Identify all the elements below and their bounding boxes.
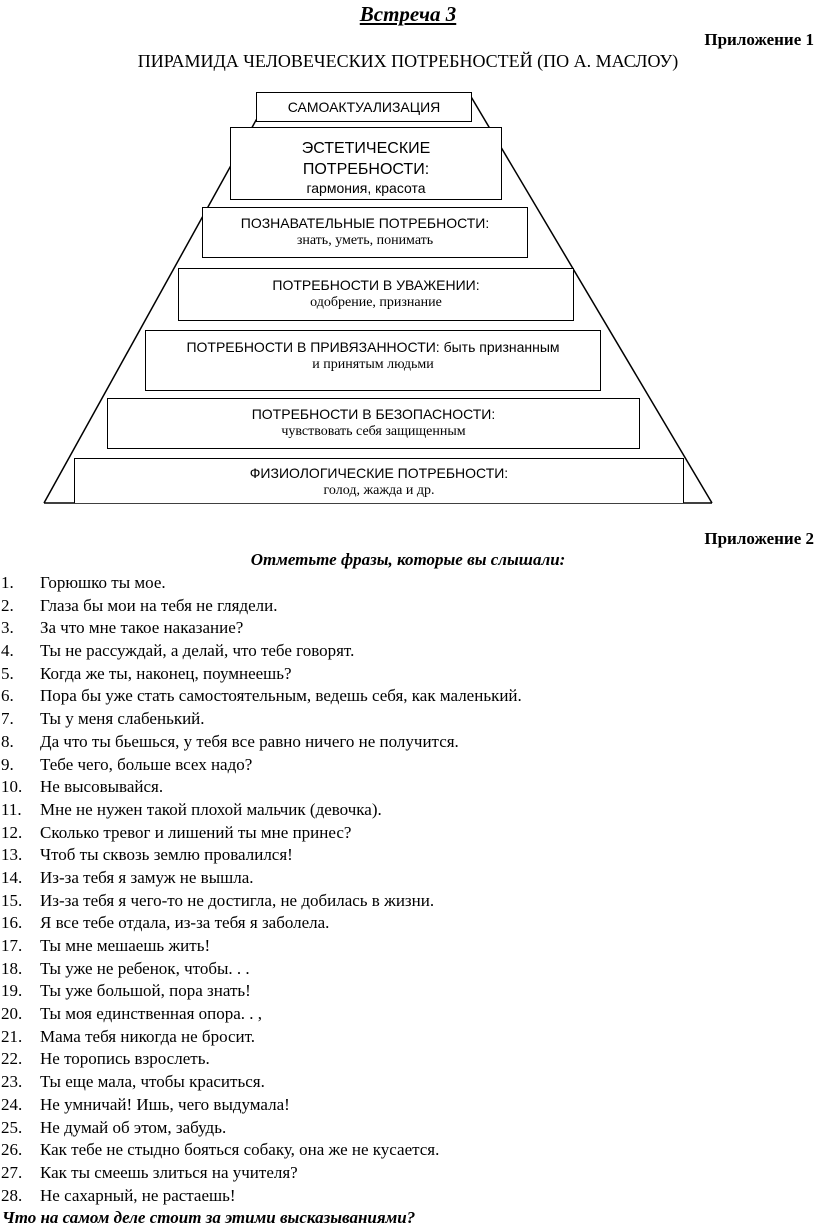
list-item-number: 10. bbox=[1, 777, 23, 797]
list-item-number: 20. bbox=[1, 1004, 23, 1024]
list-item-text: Горюшко ты мое. bbox=[40, 573, 166, 592]
pyramid-level-belonging bbox=[145, 330, 601, 391]
list-item-text: Да что ты бьешься, у тебя все равно ничего не получится. bbox=[40, 731, 459, 751]
pyramid-level-physiological bbox=[74, 458, 684, 503]
level-title: ПОТРЕБНОСТИ В УВАЖЕНИИ: bbox=[272, 277, 480, 293]
list-item-number: 2. bbox=[1, 595, 14, 615]
list-item-text: Не торопись взрослеть. bbox=[40, 1049, 210, 1069]
list-item-number: 27. bbox=[1, 1162, 23, 1182]
list-item-text: Когда же ты, наконец, поумнеешь? bbox=[40, 663, 292, 683]
list-item-number: 22. bbox=[1, 1049, 23, 1069]
list-item-number: 3. bbox=[1, 618, 14, 638]
appendix-2-label: Приложение 2 bbox=[704, 529, 814, 548]
list-item-number: 8. bbox=[1, 731, 14, 751]
page-title: Встреча 3 bbox=[359, 2, 457, 26]
list-item-number: 28. bbox=[1, 1185, 23, 1205]
list-item-text: Мне не нужен такой плохой мальчик (девочка). bbox=[40, 799, 382, 819]
level-subtitle: знать, уметь, понимать bbox=[296, 233, 434, 248]
list-item-number: 9. bbox=[1, 754, 14, 774]
list-item-number: 13. bbox=[1, 845, 23, 865]
list-heading: Отметьте фразы, которые вы слышали: bbox=[250, 550, 566, 569]
list-item-text: Как тебе не стыдно бояться собаку, она же не кусается. bbox=[40, 1140, 440, 1160]
list-item-text: Пора бы уже стать самостоятельным, ведешь себя, как маленький. bbox=[40, 686, 522, 706]
level-title: САМОАКТУАЛИЗАЦИЯ bbox=[287, 99, 441, 115]
list-item-text: Я все тебе отдала, из-за тебя я заболела. bbox=[40, 913, 330, 933]
list-item-text: Не думай об этом, забудь. bbox=[40, 1117, 227, 1137]
list-item-number: 18. bbox=[1, 958, 23, 978]
pyramid-level-safety bbox=[107, 398, 640, 449]
list-item-text: Тебе чего, больше всех надо? bbox=[40, 754, 253, 774]
level-title: ПОТРЕБНОСТИ В БЕЗОПАСНОСТИ: bbox=[251, 406, 496, 422]
list-item-text: Мама тебя никогда не бросит. bbox=[40, 1026, 256, 1046]
list-item-text: Не умничай! Ишь, чего выдумала! bbox=[40, 1094, 290, 1114]
pyramid-heading: ПИРАМИДА ЧЕЛОВЕЧЕСКИХ ПОТРЕБНОСТЕЙ (ПО А. МАСЛОУ) bbox=[137, 51, 679, 71]
level-subtitle: гармония, красота bbox=[306, 180, 426, 196]
list-item-number: 16. bbox=[1, 913, 23, 933]
list-item-text: Глаза бы мои на тебя не глядели. bbox=[40, 595, 278, 615]
list-item-text: Ты еще мала, чтобы краситься. bbox=[40, 1072, 265, 1092]
list-item-number: 11. bbox=[1, 799, 22, 819]
list-item-text: Не сахарный, не растаешь! bbox=[40, 1185, 236, 1205]
list-item-number: 23. bbox=[1, 1072, 23, 1092]
list-item-text: Ты моя единственная опора. . , bbox=[40, 1004, 263, 1024]
level-subtitle: одобрение, признание bbox=[310, 295, 442, 310]
list-item-text: Сколько тревог и лишений ты мне принес? bbox=[40, 822, 352, 842]
list-item-text: Из-за тебя я замуж не вышла. bbox=[40, 867, 254, 887]
list-item-number: 19. bbox=[1, 981, 23, 1001]
list-item-number: 4. bbox=[1, 641, 14, 661]
list-item-number: 24. bbox=[1, 1094, 23, 1114]
list-item-number: 14. bbox=[1, 867, 23, 887]
list-item-text: Ты у меня слабенький. bbox=[40, 709, 205, 729]
list-item-number: 15. bbox=[1, 890, 23, 910]
list-item-text: Ты не рассуждай, а делай, что тебе говорят. bbox=[40, 641, 355, 661]
level-title: ФИЗИОЛОГИЧЕСКИЕ ПОТРЕБНОСТИ: bbox=[249, 465, 509, 481]
level-subtitle: голод, жажда и др. bbox=[323, 483, 435, 498]
list-item-text: Ты уже большой, пора знать! bbox=[40, 981, 251, 1001]
list-item-number: 26. bbox=[1, 1140, 23, 1160]
list-item-number: 7. bbox=[1, 709, 14, 729]
level-title: ПОТРЕБНОСТИ В ПРИВЯЗАННОСТИ: быть признанным bbox=[186, 339, 560, 355]
level-subtitle: и принятым людьми bbox=[312, 357, 434, 372]
pyramid-level-aesthetic bbox=[230, 127, 502, 200]
list-item-text: Ты уже не ребенок, чтобы. . . bbox=[40, 958, 250, 978]
list-item-text: Не высовывайся. bbox=[40, 777, 164, 797]
pyramid-level-cognitive bbox=[202, 207, 528, 258]
list-item-text: Как ты смеешь злиться на учителя? bbox=[40, 1162, 298, 1182]
closing-question: Что на самом деле стоит за этими высказываниями? bbox=[2, 1208, 416, 1227]
list-item-number: 12. bbox=[1, 822, 23, 842]
level-title: ПОЗНАВАТЕЛЬНЫЕ ПОТРЕБНОСТИ: bbox=[240, 215, 490, 231]
list-item-number: 5. bbox=[1, 663, 14, 683]
list-item-text: Ты мне мешаешь жить! bbox=[40, 936, 211, 955]
list-item-number: 21. bbox=[1, 1026, 23, 1046]
level-title: ЭСТЕТИЧЕСКИЕ ПОТРЕБНОСТИ: bbox=[301, 140, 431, 178]
list-item-text: За что мне такое наказание? bbox=[40, 618, 244, 638]
list-item-text: Чтоб ты сквозь землю провалился! bbox=[40, 845, 293, 865]
list-item-number: 25. bbox=[1, 1117, 23, 1137]
list-item-number: 1. bbox=[1, 573, 14, 592]
list-item-text: Из-за тебя я чего-то не достигла, не добилась в жизни. bbox=[40, 890, 435, 910]
pyramid-level-self-actualization bbox=[256, 92, 472, 122]
list-item-number: 17. bbox=[1, 936, 23, 955]
pyramid-level-esteem bbox=[178, 268, 574, 321]
level-subtitle: чувствовать себя защищенным bbox=[281, 424, 466, 439]
appendix-1-label: Приложение 1 bbox=[704, 30, 814, 49]
list-item-number: 6. bbox=[1, 686, 14, 706]
